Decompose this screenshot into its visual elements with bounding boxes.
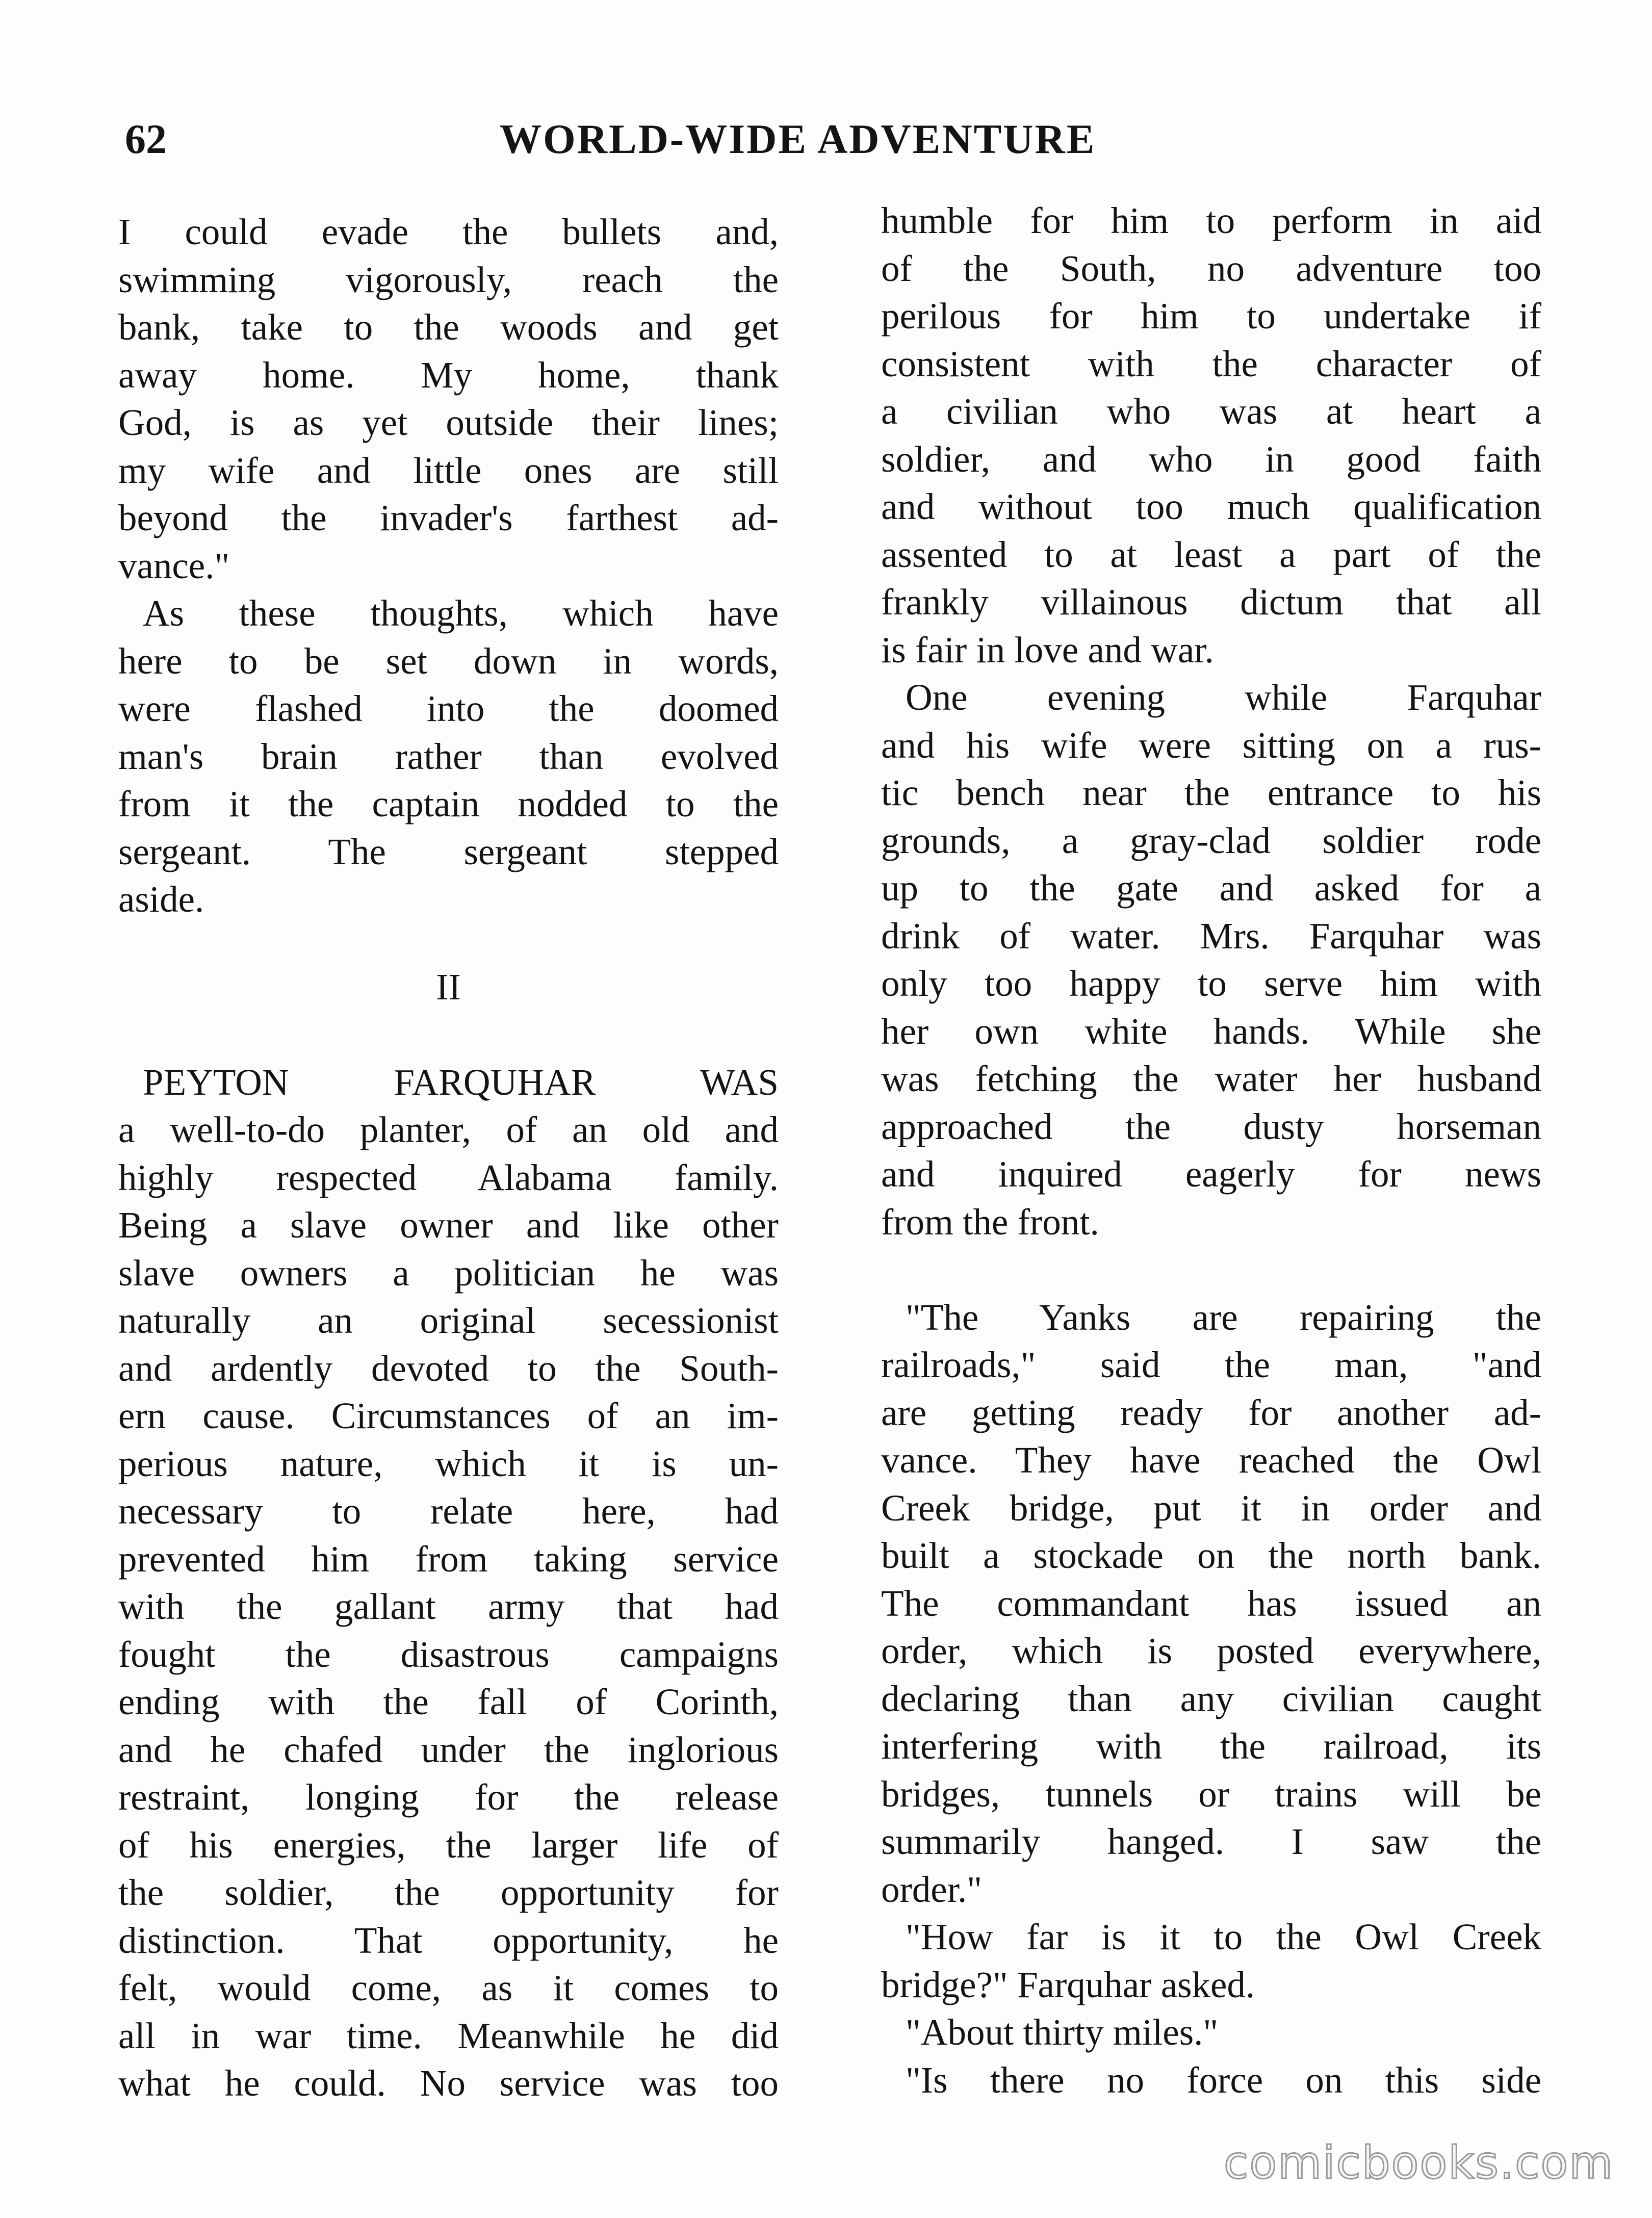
text-line: slave owners a politician he was: [118, 1252, 779, 1294]
text-line: perilous for him to undertake if: [881, 295, 1541, 337]
text-line: restraint, longing for the release: [118, 1776, 779, 1818]
text-line: of his energies, the larger life of: [118, 1824, 779, 1866]
text-line: perious nature, which it is un-: [118, 1442, 779, 1484]
text-line: Creek bridge, put it in order and: [881, 1487, 1541, 1529]
text-line: the soldier, the opportunity for: [118, 1872, 779, 1913]
text-line: from it the captain nodded to the: [118, 783, 779, 824]
right-column: [881, 197, 1541, 2104]
text-line: prevented him from taking service: [118, 1538, 779, 1580]
paragraph: [118, 1059, 779, 2107]
text-line: God, is as yet outside their lines;: [118, 402, 779, 443]
watermark: comicbooks.com: [1224, 2136, 1614, 2189]
text-line: distinction. That opportunity, he: [118, 1919, 779, 1961]
text-line: interfering with the railroad, its: [881, 1725, 1541, 1767]
text-line: naturally an original secessionist: [118, 1300, 779, 1341]
text-line: and without too much qualification: [881, 486, 1541, 527]
text-line: from the front.: [881, 1201, 1099, 1243]
text-line: built a stockade on the north bank.: [881, 1535, 1541, 1576]
paragraph: [118, 589, 779, 923]
text-line: order.": [881, 1868, 983, 1910]
text-line: a civilian who was at heart a: [881, 391, 1541, 432]
text-line: here to be set down in words,: [118, 640, 779, 682]
text-line: only too happy to serve him with: [881, 963, 1541, 1004]
text-line: and he chafed under the inglorious: [118, 1729, 779, 1770]
text-line: her own white hands. While she: [881, 1010, 1541, 1052]
text-line: of the South, no adventure too: [881, 247, 1541, 289]
text-line: PEYTON FARQUHAR WAS: [143, 1061, 779, 1103]
text-line: beyond the invader's farthest ad-: [118, 497, 779, 538]
paragraph: [881, 1913, 1541, 2008]
text-line: consistent with the character of: [881, 343, 1541, 384]
text-line: was fetching the water her husband: [881, 1058, 1541, 1099]
text-line: order, which is posted everywhere,: [881, 1630, 1541, 1671]
text-line: bridges, tunnels or trains will be: [881, 1773, 1541, 1815]
text-line: tic bench near the entrance to his: [881, 772, 1541, 813]
text-line: man's brain rather than evolved: [118, 735, 779, 777]
paragraph: [881, 674, 1541, 1246]
text-line: what he could. No service was too: [118, 2062, 779, 2104]
text-line: and his wife were sitting on a rus-: [881, 724, 1541, 766]
text-line: away home. My home, thank: [118, 354, 779, 396]
text-line: were flashed into the doomed: [118, 688, 779, 729]
text-line: vance.": [118, 545, 230, 586]
text-line: assented to at least a part of the: [881, 533, 1541, 575]
text-line: humble for him to perform in aid: [881, 200, 1541, 241]
text-line: I could evade the bullets and,: [118, 211, 779, 252]
text-line: "Is there no force on this side: [906, 2059, 1541, 2101]
paragraph: [881, 1294, 1541, 1914]
text-line: a well-to-do planter, of an old and: [118, 1109, 779, 1150]
text-line: with the gallant army that had: [118, 1586, 779, 1627]
text-line: up to the gate and asked for a: [881, 867, 1541, 909]
text-line: summarily hanged. I saw the: [881, 1821, 1541, 1862]
text-line: aside.: [118, 879, 204, 920]
paragraph: [881, 197, 1541, 674]
text-line: sergeant. The sergeant stepped: [118, 831, 779, 872]
text-line: and ardently devoted to the South-: [118, 1347, 779, 1389]
text-line: bank, take to the woods and get: [118, 306, 779, 348]
section-number: II: [436, 966, 461, 1008]
text-line: bridge?" Farquhar asked.: [881, 1964, 1255, 2005]
text-line: approached the dusty horseman: [881, 1105, 1541, 1147]
page-number: 62: [125, 116, 167, 162]
text-line: ending with the fall of Corinth,: [118, 1681, 779, 1722]
text-line: declaring than any civilian caught: [881, 1678, 1541, 1719]
text-line: grounds, a gray-clad soldier rode: [881, 819, 1541, 861]
text-line: frankly villainous dictum that all: [881, 581, 1541, 623]
text-line: swimming vigorously, reach the: [118, 259, 779, 300]
text-line: is fair in love and war.: [881, 629, 1214, 670]
text-line: drink of water. Mrs. Farquhar was: [881, 915, 1541, 957]
text-line: felt, would come, as it comes to: [118, 1967, 779, 2008]
text-line: soldier, and who in good faith: [881, 438, 1541, 480]
text-line: Being a slave owner and like other: [118, 1204, 779, 1246]
text-line: "How far is it to the Owl Creek: [906, 1916, 1541, 1957]
left-column: [118, 208, 779, 2107]
paragraph: [881, 2056, 1541, 2104]
text-line: As these thoughts, which have: [143, 592, 779, 634]
text-line: all in war time. Meanwhile he did: [118, 2015, 779, 2056]
text-line: railroads," said the man, "and: [881, 1344, 1541, 1385]
text-line: "About thirty miles.": [906, 2011, 1219, 2053]
text-line: "The Yanks are repairing the: [906, 1296, 1541, 1338]
text-line: ern cause. Circumstances of an im-: [118, 1395, 779, 1436]
text-line: vance. They have reached the Owl: [881, 1439, 1541, 1481]
text-line: necessary to relate here, had: [118, 1490, 779, 1532]
text-line: fought the disastrous campaigns: [118, 1633, 779, 1675]
text-line: are getting ready for another ad-: [881, 1391, 1541, 1433]
paragraph: [881, 2008, 1541, 2056]
paragraph: [118, 208, 779, 589]
running-head-title: WORLD-WIDE ADVENTURE: [500, 116, 1096, 162]
text-line: my wife and little ones are still: [118, 449, 779, 491]
text-line: highly respected Alabama family.: [118, 1156, 779, 1198]
text-line: The commandant has issued an: [881, 1582, 1541, 1624]
text-line: and inquired eagerly for news: [881, 1153, 1541, 1195]
text-line: One evening while Farquhar: [906, 677, 1541, 718]
